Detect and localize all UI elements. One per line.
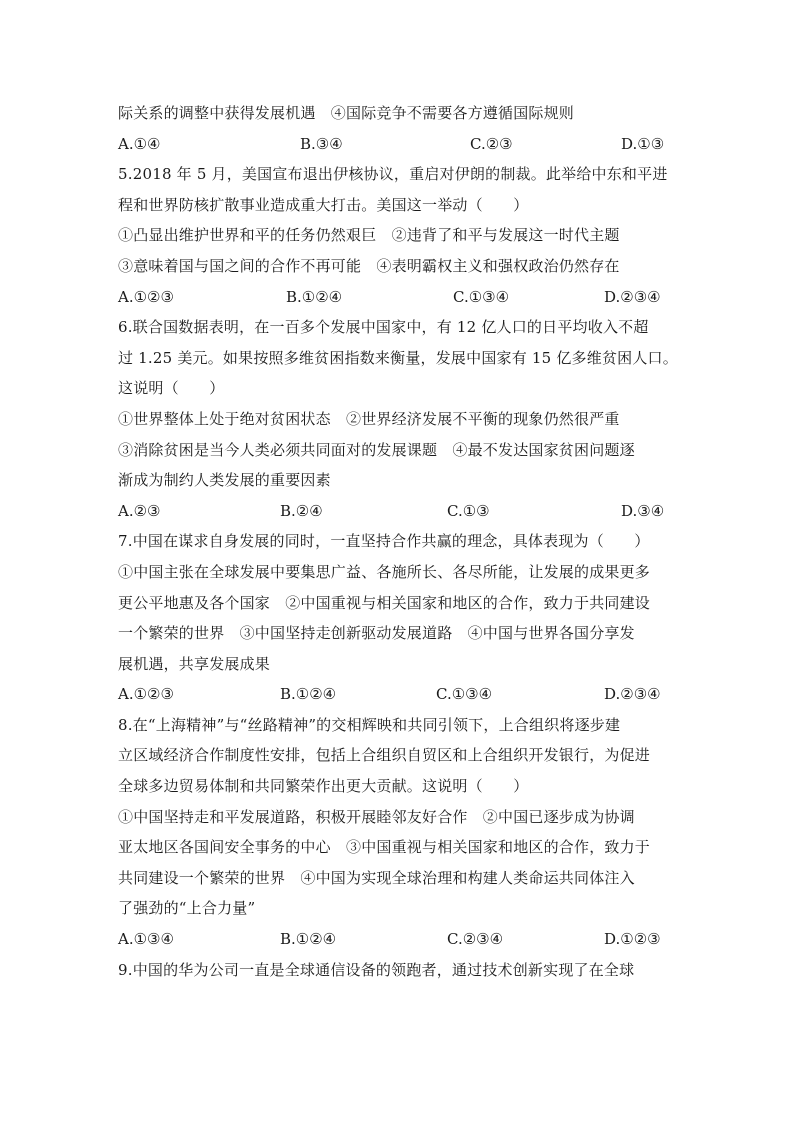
text-line: ①世界整体上处于绝对贫困状态 ②世界经济发展不平衡的现象仍然很严重 (118, 409, 620, 428)
option-b: B.①②④ (280, 685, 337, 704)
option-c: C.②③ (470, 134, 513, 153)
text-line: 6.联合国数据表明，在一百多个发展中国家中，有 12 亿人口的日平均收入不超 (118, 318, 649, 337)
text-line: 共同建设一个繁荣的世界 ④中国为实现全球治理和构建人类命运共同体注入 (118, 868, 635, 887)
text-line: 亚太地区各国间安全事务的中心 ③中国重视与相关国家和地区的合作，致力于 (118, 838, 651, 857)
text-line: 更公平地惠及各个国家 ②中国重视与相关国家和地区的合作，致力于共同建设 (118, 593, 651, 612)
text-line: ③意味着国与国之间的合作不再可能 ④表明霸权主义和强权政治仍然存在 (118, 256, 620, 275)
option-c: C.①③ (447, 501, 490, 520)
text-line: 了强劲的“上合力量” (118, 899, 256, 918)
option-a: A.①④ (118, 134, 161, 153)
option-b: B.③④ (300, 134, 343, 153)
q6-options (118, 496, 680, 527)
text-line: ③消除贫困是当今人类必须共同面对的发展课题 ④最不发达国家贫困问题逐 (118, 440, 635, 459)
text-line: 9.中国的华为公司一直是全球通信设备的领跑者，通过技术创新实现了在全球 (118, 960, 635, 979)
text-line: ①中国主张在全球发展中要集思广益、各施所长、各尽所能，让发展的成果更多 (118, 562, 651, 581)
option-d: D.②③④ (604, 287, 661, 306)
text-line: 这说明（ ） (118, 379, 225, 398)
text-line: 渐成为制约人类发展的重要因素 (118, 471, 331, 490)
text-line: ①凸显出维护世界和平的任务仍然艰巨 ②违背了和平与发展这一时代主题 (118, 226, 620, 245)
q8-options (118, 924, 680, 955)
text-line: 5.2018 年 5 月，美国宣布退出伊核协议，重启对伊朗的制裁。此举给中东和平进 (118, 165, 668, 184)
option-a: A.①③④ (118, 930, 174, 949)
option-c: C.②③④ (447, 930, 504, 949)
text-line: 际关系的调整中获得发展机遇 ④国际竞争不需要各方遵循国际规则 (118, 104, 575, 122)
text-line: 一个繁荣的世界 ③中国坚持走创新驱动发展道路 ④中国与世界各国分享发 (118, 624, 635, 643)
text-line: 展机遇，共享发展成果 (118, 654, 271, 673)
text-line: 过 1.25 美元。如果按照多维贫困指数来衡量，发展中国家有 15 亿多维贫困人口。 (118, 348, 678, 367)
option-a: A.②③ (118, 501, 161, 520)
text-line: 立区域经济合作制度性安排，包括上合组织自贸区和上合组织开发银行，为促进 (118, 746, 651, 765)
option-a: A.①②③ (118, 287, 174, 306)
q7-options (118, 679, 680, 710)
option-b: B.②④ (280, 501, 323, 520)
text-line: 程和世界防核扩散事业造成重大打击。美国这一举动（ ） (118, 195, 529, 214)
text-line: 全球多边贸易体制和共同繁荣作出更大贡献。这说明（ ） (118, 777, 529, 796)
text-line: 8.在“上海精神”与“丝路精神”的交相辉映和共同引领下，上合组织将逐步建 (118, 715, 621, 734)
option-d: D.③④ (621, 501, 665, 520)
option-c: C.①③④ (436, 685, 493, 704)
option-b: B.①②④ (286, 287, 343, 306)
text-line: ①中国坚持走和平发展道路，积极开展睦邻友好合作 ②中国已逐步成为协调 (118, 807, 635, 826)
option-c: C.①③④ (453, 287, 510, 306)
text-line: 7.中国在谋求自身发展的同时，一直坚持合作共赢的理念，具体表现为（ ） (118, 532, 650, 551)
q5-options (118, 282, 680, 313)
option-d: D.①③ (621, 134, 665, 153)
q4-options (118, 129, 680, 160)
option-b: B.①②④ (280, 930, 337, 949)
option-d: D.②③④ (604, 685, 661, 704)
question-text (118, 98, 680, 985)
option-a: A.①②③ (118, 685, 174, 704)
option-d: D.①②③ (604, 930, 661, 949)
